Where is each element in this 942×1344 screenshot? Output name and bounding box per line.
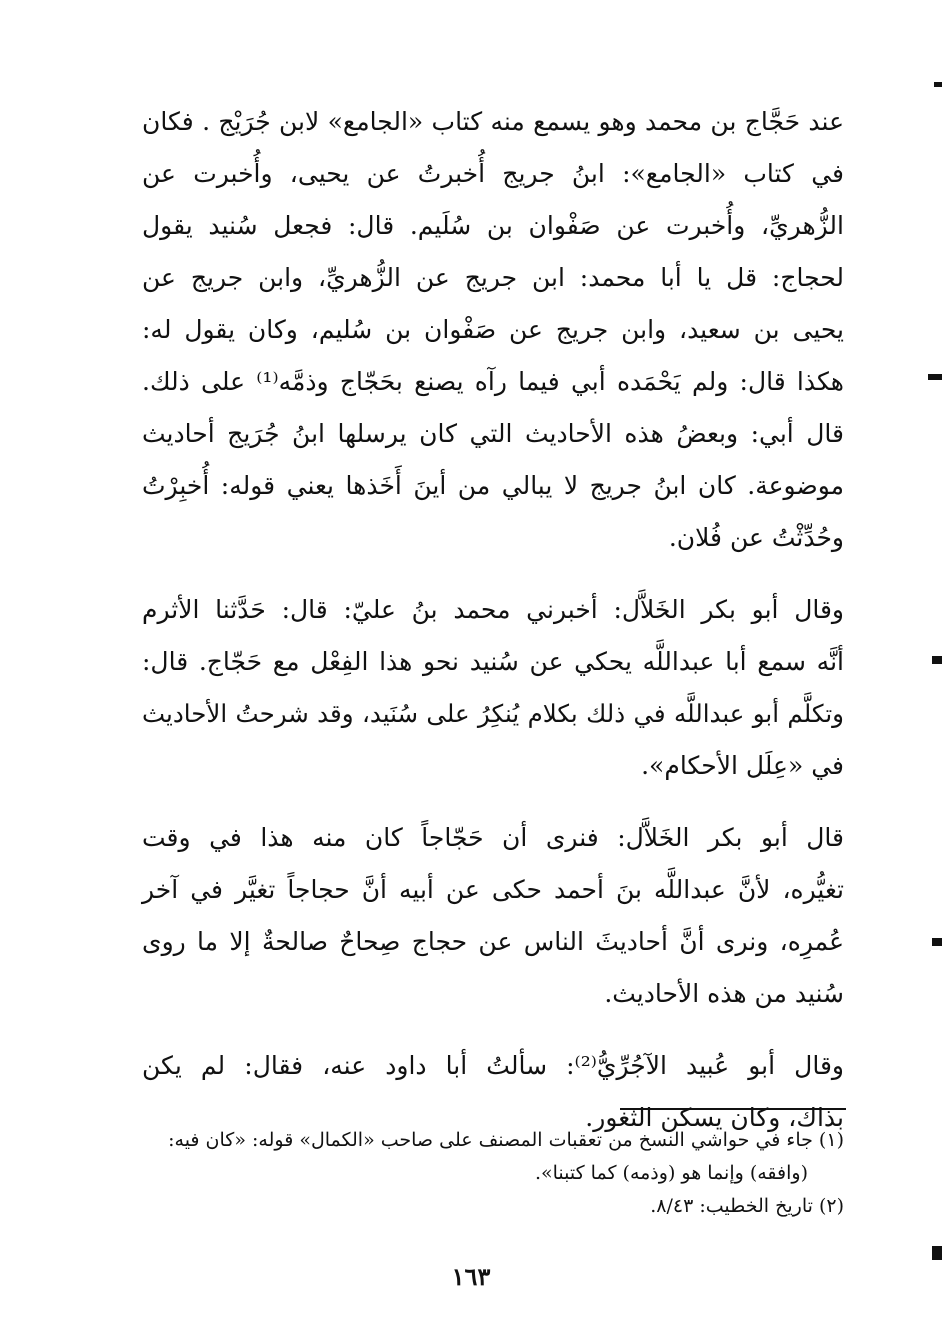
footnote-separator [620,1108,846,1110]
text-line: في كتاب «الجامع»: ابنُ جريج أُخبرتُ عن يحيى، وأُخبرت عن [142,159,844,188]
text-line: لحجاج: قل يا أبا محمد: ابن جريج عن الزُّهريِّ، وابن جريج عن [142,263,844,292]
main-text [142,96,844,1144]
page-number: ١٦٣ [451,1262,491,1291]
text-line: وحُدِّثْتُ عن فُلان. [668,523,844,552]
paragraph-2 [142,584,844,792]
text-line: قال أبي: وبعضُ هذه الأحاديث التي كان يرسلها ابنُ جُرَيج أحاديث [142,419,844,448]
footnotes [142,1124,844,1223]
text-line: الزُّهريِّ، وأُخبرت عن صَفْوان بن سُلَيم. قال: فجعل سُنيد يقول [142,211,844,240]
footnote-1-continuation: (وافقه) وإنما هو (وذمه) كما كتبنا». [534,1162,808,1184]
text-line: قال أبو بكر الخَلاَّل: فنرى أن حَجّاجاً كان منه هذا في وقت [142,823,844,852]
text-line: عُمرِه، ونرى أنَّ أحاديثَ الناس عن حجاج صِحاحٌ صالحةٌ إلا ما روى [142,927,844,956]
scan-mark [934,82,942,87]
text-line: وقال أبو بكر الخَلاَّل: أخبرني محمد بنُ عليّ: قال: حَدَّثنا الأثرم [142,595,845,624]
paragraph-3 [142,812,844,1020]
text-line: أنَّه سمع أبا عبداللَّه يحكي عن سُنيد نحو هذا الفِعْل مع حَجّاج. قال: [142,647,844,676]
text-line: وتكلَّم أبو عبداللَّه في ذلك بكلام يُنكِرُ على سُنَيد، وقد شرحتُ الأحاديث [142,699,844,728]
scan-mark [928,374,942,380]
text-line: عند حَجَّاج بن محمد وهو يسمع منه كتاب «الجامع» لابن جُرَيْج . فكان [142,107,844,136]
scan-mark [932,656,942,664]
scan-mark [932,938,942,946]
footnote-1: (١) جاء في حواشي النسخ من تعقبات المصنف على صاحب «الكمال» قوله: «كان فيه: [168,1129,844,1151]
text-line: سُنيد من هذه الأحاديث. [604,979,844,1008]
text-line: وقال أبو عُبيد الآجُرِّيُّ⁽²⁾: سألتُ أبا داود عنه، فقال: لم يكن [142,1051,844,1080]
text-line: بذاك، وكان يسكن الثغور. [585,1103,844,1132]
scan-mark [932,1246,942,1260]
text-line: يحيى بن سعيد، وابن جريج عن صَفْوان بن سُليم، وكان يقول له: [142,315,844,344]
paragraph-1 [142,96,844,564]
text-line: تغيُّره، لأنَّ عبداللَّه بنَ أحمد حكى عن أبيه أنَّ حجاجاً تغيَّر في آخر [142,875,844,904]
text-line: في «عِلَل الأحكام». [641,751,844,780]
text-line: هكذا قال: ولم يَحْمَده أبي فيما رآه يصنع بحَجّاج وذمَّه⁽¹⁾ على ذلك. [142,367,844,396]
footnote-2: (٢) تاريخ الخطيب: ٨/٤٣. [650,1195,844,1217]
text-line: موضوعة. كان ابنُ جريج لا يبالي من أينَ أَخَذها يعني قوله: أُخبِرْتُ [142,471,844,500]
